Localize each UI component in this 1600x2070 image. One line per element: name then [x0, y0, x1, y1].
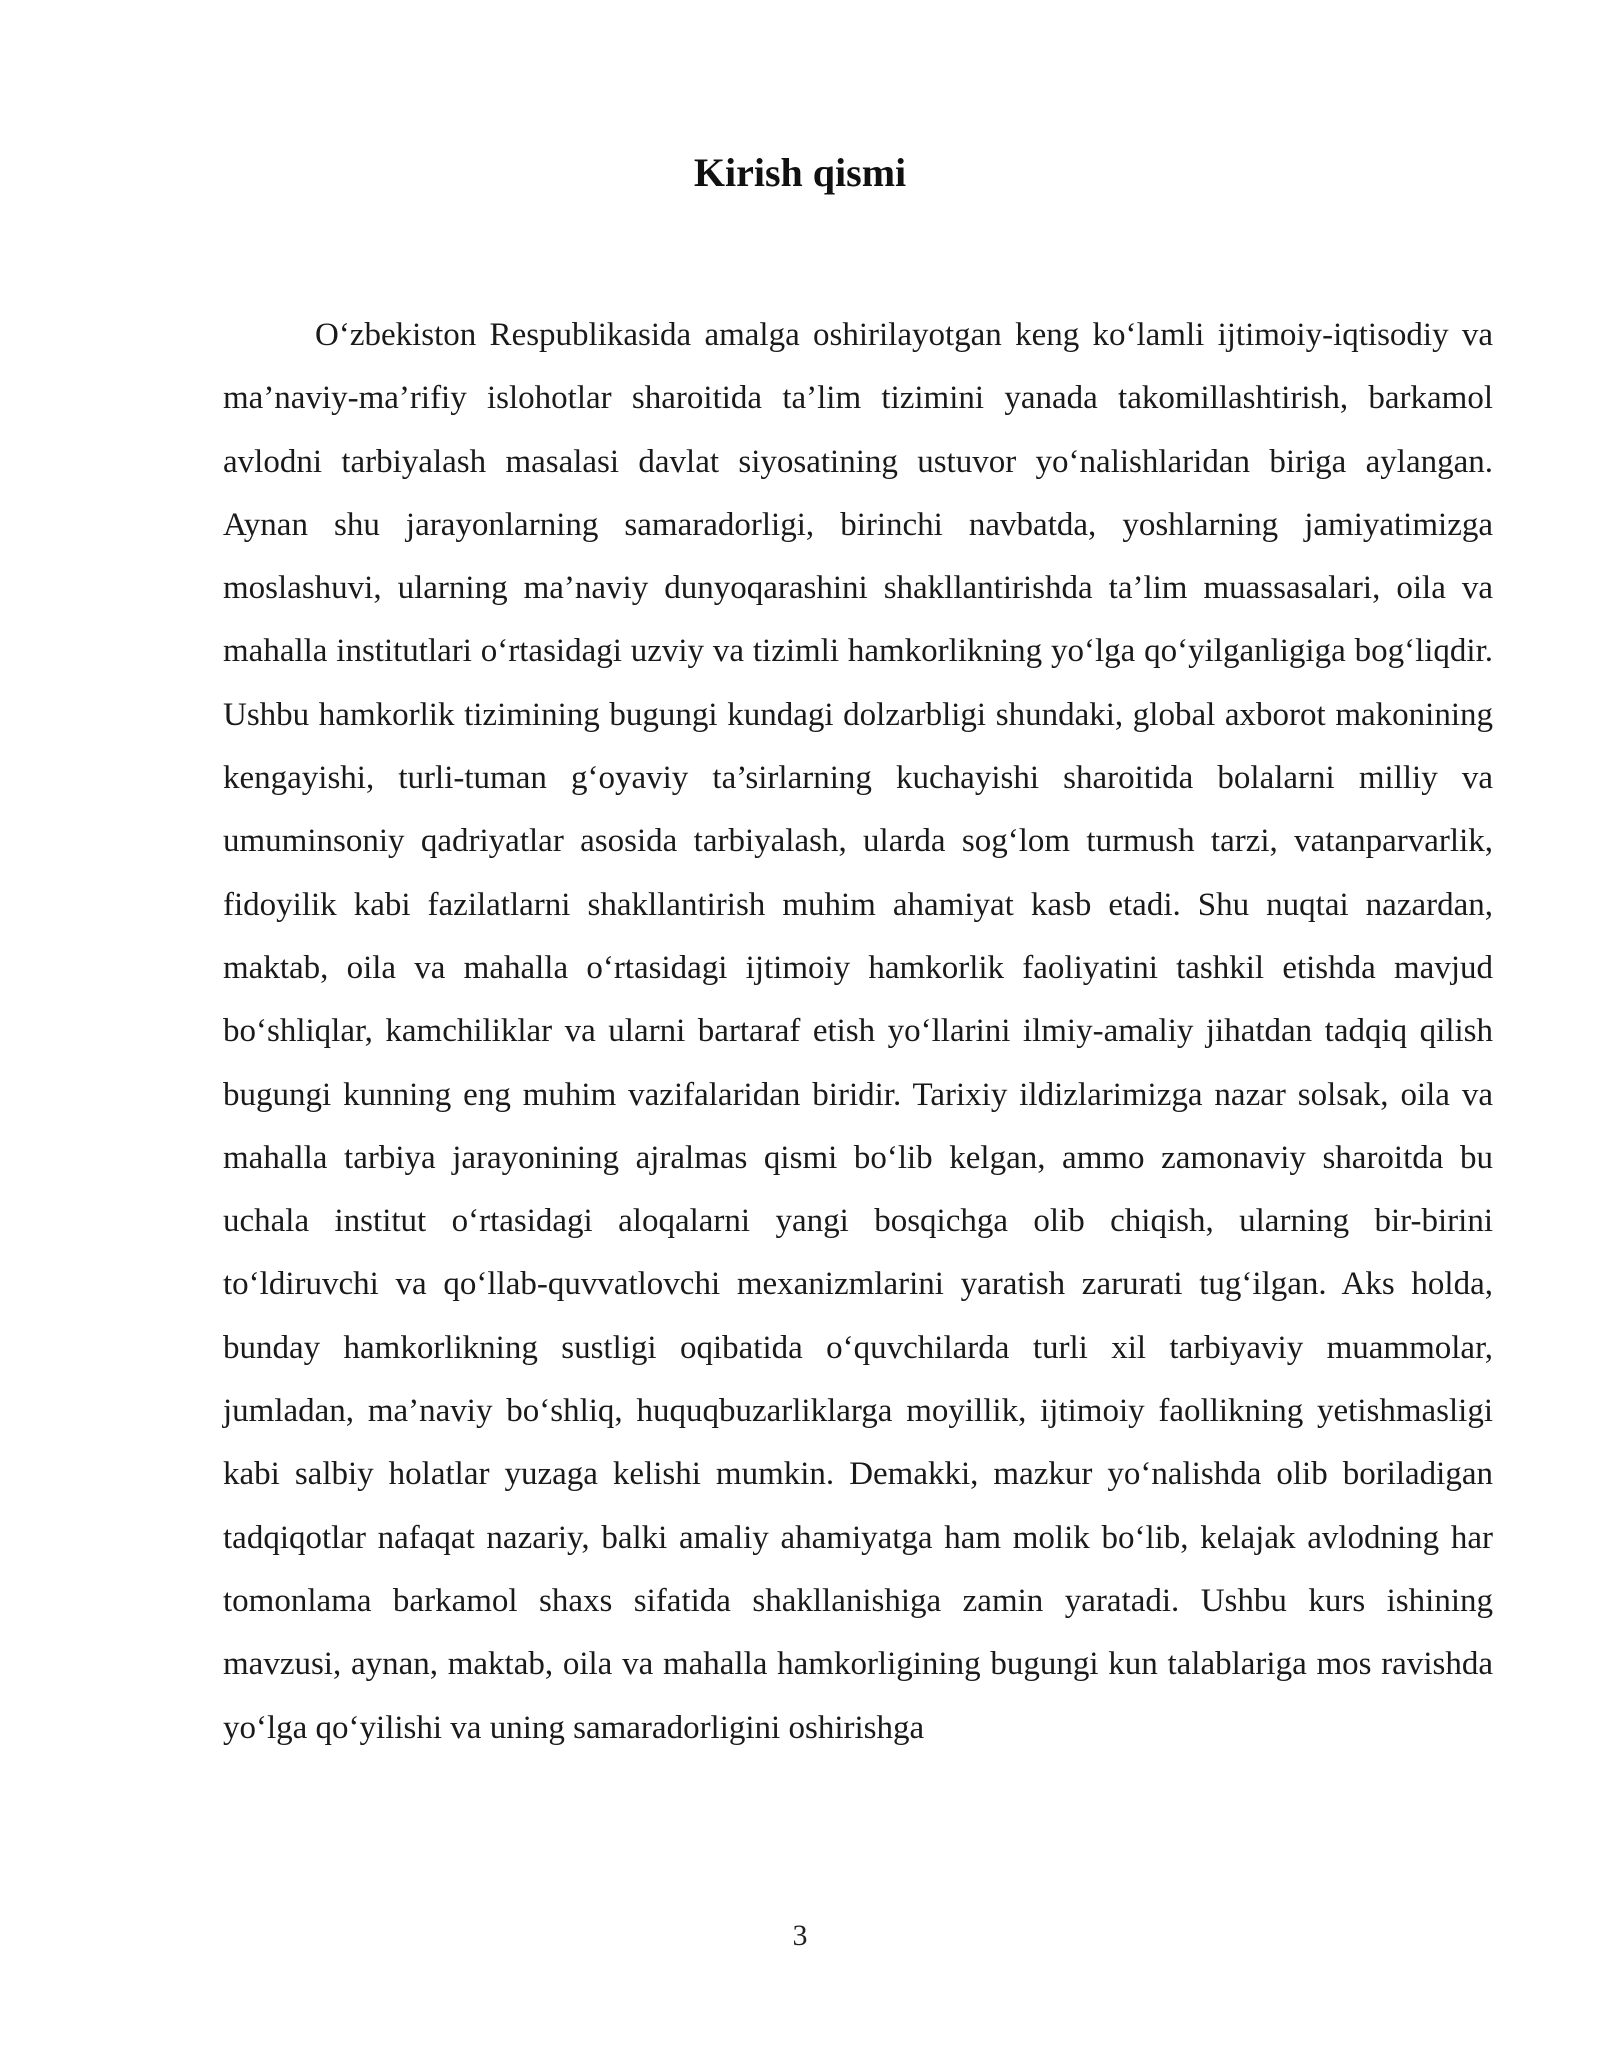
page-title: Kirish qismi [693, 150, 907, 195]
body-paragraph: O‘zbekiston Respublikasida amalga oshirilayotgan keng ko‘lamli ijtimoiy-iqtisodiy va ma’naviy-ma’rifiy islohotlar sharoitida ta’lim tizimini yanada takomillashtirish, barkamol avlodni tarbiyalash masalasi davlat siyosatining ustuvor yo‘nalishlaridan biriga aylangan. Aynan shu jarayonlarning samaradorligi, birinchi navbatda, yoshlarning jamiyatimizga moslashuvi, ularning ma’naviy dunyoqarashini shakllantirishda ta’lim muassasalari, oila va mahalla institutlari o‘rtasidagi uzviy va tizimli hamkorlikning yo‘lga qo‘yilganligiga bog‘liqdir. Ushbu hamkorlik tizimining bugungi kundagi dolzarbligi shundaki, global axborot makonining kengayishi, turli-tuman g‘oyaviy ta’sirlarning kuchayishi sharoitida bolalarni milliy va umuminsoniy qadriyatlar asosida tarbiyalash, ularda sog‘lom turmush tarzi, vatanparvarlik, fidoyilik kabi fazilatlarni shakllantirish muhim ahamiyat kasb etadi. Shu nuqtai nazardan, maktab, oila va mahalla o‘rtasidagi ijtimoiy hamkorlik faoliyatini tashkil etishda mavjud bo‘shliqlar, kamchiliklar va ularni bartaraf etish yo‘llarini ilmiy-amaliy jihatdan tadqiq qilish bugungi kunning eng muhim vazifalaridan biridir. Tarixiy ildizlarimizga nazar solsak, oila va mahalla tarbiya jarayonining ajralmas qismi bo‘lib kelgan, ammo zamonaviy sharoitda bu uchala institut o‘rtasidagi aloqalarni yangi bosqichga olib chiqish, ularning bir-birini to‘ldiruvchi va qo‘llab-quvvatlovchi mexanizmlarini yaratish zarurati tug‘ilgan. Aks holda, bunday hamkorlikning sustligi oqibatida o‘quvchilarda turli xil tarbiyaviy muammolar, jumladan, ma’naviy bo‘shliq, huquqbuzarliklarga moyillik, ijtimoiy faollikning yetishmasligi kabi salbiy holatlar yuzaga kelishi mumkin. Demakki, mazkur yo‘nalishda olib boriladigan tadqiqotlar nafaqat nazariy, balki amaliy ahamiyatga ham molik bo‘lib, kelajak avlodning har tomonlama barkamol shaxs sifatida shakllanishiga zamin yaratadi. Ushbu kurs ishining mavzusi, aynan, maktab, oila va mahalla hamkorligining bugungi kun talablariga mos ravishda yo‘lga qo‘yilishi va uning samaradorligini oshirishga [223, 317, 1493, 1746]
page-number: 3 [792, 1919, 808, 1952]
